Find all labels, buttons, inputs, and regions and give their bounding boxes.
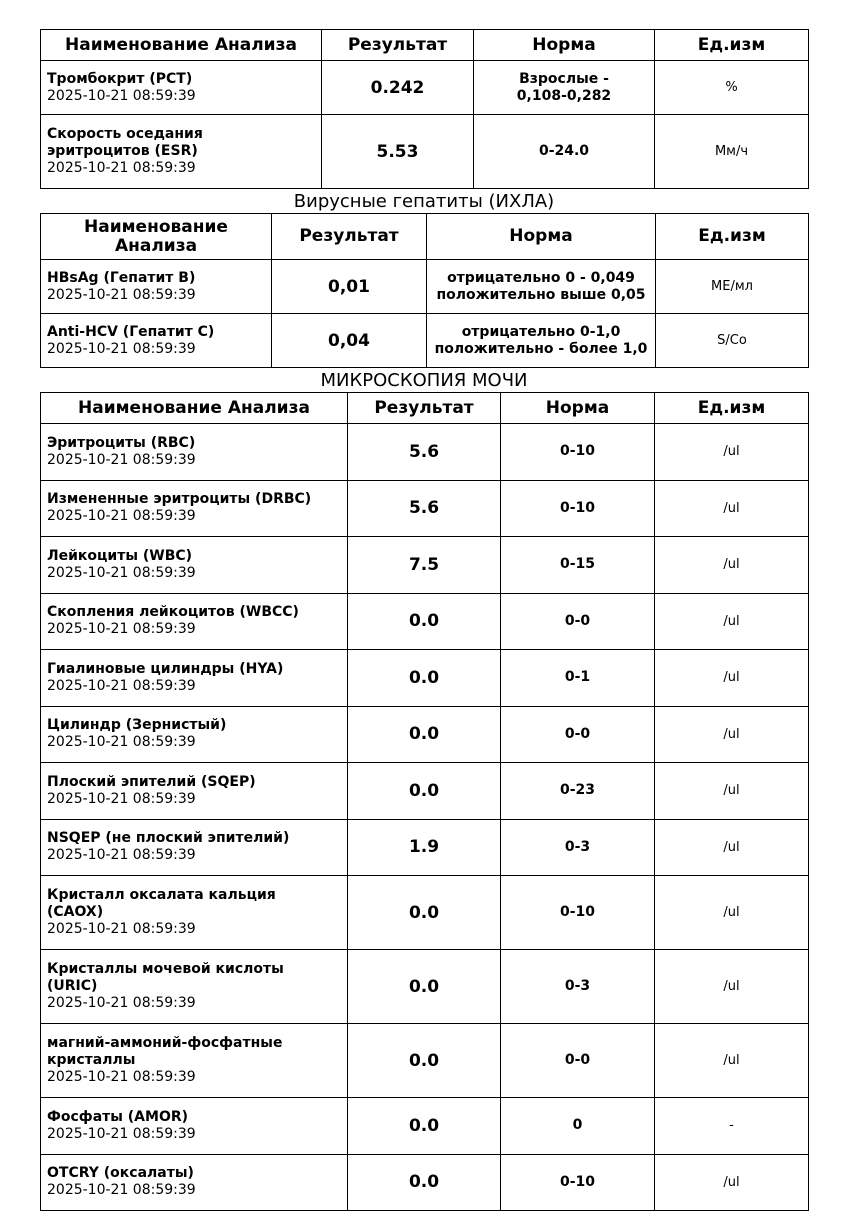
header-name bbox=[41, 214, 272, 260]
table-row bbox=[41, 763, 809, 820]
analysis-date: 2025-10-21 08:59:39 bbox=[47, 1125, 196, 1142]
analysis-cell bbox=[41, 260, 272, 314]
analysis-cell bbox=[41, 424, 348, 481]
analysis-name: Гиалиновые цилиндры (HYA) bbox=[47, 660, 284, 677]
analysis-name: Anti-HCV (Гепатит C) bbox=[47, 323, 215, 340]
analysis-cell bbox=[41, 706, 348, 763]
result-value: 5.6 bbox=[348, 480, 501, 537]
header-unit: Ед.изм bbox=[656, 214, 809, 260]
result-value: 0.0 bbox=[348, 1098, 501, 1155]
unit-value: /ul bbox=[655, 876, 809, 950]
analysis-cell bbox=[41, 115, 322, 189]
analysis-name: Скорость оседания эритроцитов (ESR) bbox=[47, 126, 203, 159]
analysis-date: 2025-10-21 08:59:39 bbox=[47, 1069, 196, 1085]
analysis-date: 2025-10-21 08:59:39 bbox=[47, 1182, 196, 1199]
unit-value: /ul bbox=[655, 593, 809, 650]
header-result: Результат bbox=[322, 30, 474, 61]
results-table-urine bbox=[40, 392, 809, 1211]
result-value: 7.5 bbox=[348, 537, 501, 594]
analysis-date: 2025-10-21 08:59:39 bbox=[47, 564, 196, 581]
result-value: 0.0 bbox=[348, 950, 501, 1024]
table-row bbox=[41, 314, 809, 368]
analysis-cell bbox=[41, 314, 272, 368]
result-value: 5.6 bbox=[348, 424, 501, 481]
result-value: 1.9 bbox=[348, 819, 501, 876]
norm-value bbox=[427, 314, 656, 368]
result-value: 0.0 bbox=[348, 650, 501, 707]
analysis-date: 2025-10-21 08:59:39 bbox=[47, 160, 196, 176]
unit-value: /ul bbox=[655, 650, 809, 707]
header-norm: Норма bbox=[474, 30, 655, 61]
analysis-cell bbox=[41, 763, 348, 820]
analysis-date: 2025-10-21 08:59:39 bbox=[47, 921, 196, 937]
analysis-name: Плоский эпителий (SQEP) bbox=[47, 773, 256, 790]
unit-value: /ul bbox=[655, 950, 809, 1024]
table-row bbox=[41, 480, 809, 537]
result-value: 0.0 bbox=[348, 763, 501, 820]
norm-value: 0 bbox=[501, 1098, 655, 1155]
result-value: 5.53 bbox=[322, 115, 474, 189]
norm-value: 0-10 bbox=[501, 480, 655, 537]
unit-value: - bbox=[655, 1098, 809, 1155]
norm-text: Взрослые - 0,108-0,282 bbox=[516, 70, 612, 104]
norm-value: 0-0 bbox=[501, 1024, 655, 1098]
header-name: Наименование Анализа bbox=[41, 30, 322, 61]
analysis-cell bbox=[41, 480, 348, 537]
table-row bbox=[41, 876, 809, 950]
norm-value: 0-1 bbox=[501, 650, 655, 707]
result-value: 0.242 bbox=[322, 61, 474, 115]
analysis-cell bbox=[41, 876, 348, 950]
unit-value: Мм/ч bbox=[655, 115, 809, 189]
analysis-name: Кристаллы мочевой кислоты (URIC) bbox=[47, 961, 284, 994]
section-title-hepatitis: Вирусные гепатиты (ИХЛА) bbox=[293, 191, 555, 212]
norm-value: 0-0 bbox=[501, 593, 655, 650]
analysis-date: 2025-10-21 08:59:39 bbox=[47, 621, 196, 638]
analysis-name: Цилиндр (Зернистый) bbox=[47, 717, 227, 734]
analysis-name: Тромбокрит (PCT) bbox=[47, 70, 193, 87]
norm-value: 0-24.0 bbox=[474, 115, 655, 189]
table-row bbox=[41, 1024, 809, 1098]
result-value: 0.0 bbox=[348, 876, 501, 950]
table-row bbox=[41, 593, 809, 650]
results-table-hepatitis bbox=[40, 213, 809, 368]
table-header-row bbox=[41, 30, 809, 61]
table-row bbox=[41, 950, 809, 1024]
table-row bbox=[41, 115, 809, 189]
analysis-name: Измененные эритроциты (DRBC) bbox=[47, 491, 312, 508]
unit-value: /ul bbox=[655, 480, 809, 537]
header-name-text: Наименование Анализа bbox=[84, 216, 228, 256]
norm-negative: отрицательно 0-1,0 bbox=[461, 323, 621, 340]
analysis-date: 2025-10-21 08:59:39 bbox=[47, 734, 196, 751]
unit-value: /ul bbox=[655, 819, 809, 876]
norm-value: 0-15 bbox=[501, 537, 655, 594]
norm-negative: отрицательно 0 - 0,049 bbox=[447, 269, 635, 286]
unit-value: МЕ/мл bbox=[656, 260, 809, 314]
analysis-date: 2025-10-21 08:59:39 bbox=[47, 451, 196, 468]
analysis-cell bbox=[41, 650, 348, 707]
norm-value bbox=[474, 61, 655, 115]
header-result: Результат bbox=[348, 393, 501, 424]
header-name: Наименование Анализа bbox=[41, 393, 348, 424]
norm-value bbox=[427, 260, 656, 314]
analysis-date: 2025-10-21 08:59:39 bbox=[47, 677, 196, 694]
analysis-cell bbox=[41, 950, 348, 1024]
analysis-cell bbox=[41, 593, 348, 650]
unit-value: /ul bbox=[655, 706, 809, 763]
table-row bbox=[41, 61, 809, 115]
table-row bbox=[41, 650, 809, 707]
header-norm: Норма bbox=[427, 214, 656, 260]
analysis-cell bbox=[41, 1154, 348, 1211]
results-table-blood bbox=[40, 29, 809, 189]
analysis-name: Фосфаты (AMOR) bbox=[47, 1108, 189, 1125]
analysis-name: Кристалл оксалата кальция (CAOX) bbox=[47, 887, 276, 920]
analysis-date: 2025-10-21 08:59:39 bbox=[47, 87, 196, 104]
analysis-cell bbox=[41, 1024, 348, 1098]
norm-positive: положительно - более 1,0 bbox=[434, 340, 648, 357]
unit-value: /ul bbox=[655, 763, 809, 820]
analysis-cell bbox=[41, 61, 322, 115]
analysis-date: 2025-10-21 08:59:39 bbox=[47, 790, 196, 807]
result-value: 0.0 bbox=[348, 1154, 501, 1211]
table-row bbox=[41, 1154, 809, 1211]
unit-value: /ul bbox=[655, 1154, 809, 1211]
analysis-cell bbox=[41, 819, 348, 876]
result-value: 0,04 bbox=[272, 314, 427, 368]
header-unit: Ед.изм bbox=[655, 30, 809, 61]
analysis-name: Эритроциты (RBC) bbox=[47, 434, 196, 451]
analysis-name: Скопления лейкоцитов (WBCC) bbox=[47, 604, 299, 621]
analysis-name: магний-аммоний-фосфатные кристаллы bbox=[47, 1035, 283, 1068]
unit-value: /ul bbox=[655, 537, 809, 594]
header-unit: Ед.изм bbox=[655, 393, 809, 424]
table-row bbox=[41, 537, 809, 594]
result-value: 0.0 bbox=[348, 706, 501, 763]
analysis-cell bbox=[41, 1098, 348, 1155]
norm-value: 0-10 bbox=[501, 1154, 655, 1211]
table-row bbox=[41, 706, 809, 763]
unit-value: /ul bbox=[655, 1024, 809, 1098]
table-row bbox=[41, 819, 809, 876]
analysis-date: 2025-10-21 08:59:39 bbox=[47, 286, 196, 303]
section-title-urine-microscopy: МИКРОСКОПИЯ МОЧИ bbox=[320, 370, 528, 391]
table-header-row bbox=[41, 214, 809, 260]
table-row bbox=[41, 1098, 809, 1155]
norm-value: 0-3 bbox=[501, 819, 655, 876]
result-value: 0,01 bbox=[272, 260, 427, 314]
unit-value: S/Co bbox=[656, 314, 809, 368]
norm-value: 0-10 bbox=[501, 876, 655, 950]
analysis-name: Лейкоциты (WBC) bbox=[47, 547, 193, 564]
norm-value: 0-3 bbox=[501, 950, 655, 1024]
header-result: Результат bbox=[272, 214, 427, 260]
analysis-date: 2025-10-21 08:59:39 bbox=[47, 847, 196, 864]
lab-report bbox=[40, 29, 808, 1211]
analysis-date: 2025-10-21 08:59:39 bbox=[47, 508, 196, 525]
table-row bbox=[41, 424, 809, 481]
analysis-cell bbox=[41, 537, 348, 594]
analysis-name: OTCRY (оксалаты) bbox=[47, 1165, 194, 1182]
unit-value: % bbox=[655, 61, 809, 115]
norm-value: 0-10 bbox=[501, 424, 655, 481]
norm-positive: положительно выше 0,05 bbox=[436, 286, 646, 303]
unit-value: /ul bbox=[655, 424, 809, 481]
analysis-name: NSQEP (не плоский эпителий) bbox=[47, 830, 290, 847]
analysis-date: 2025-10-21 08:59:39 bbox=[47, 995, 196, 1011]
analysis-name: HBsAg (Гепатит B) bbox=[47, 269, 196, 286]
norm-value: 0-23 bbox=[501, 763, 655, 820]
table-header-row bbox=[41, 393, 809, 424]
norm-value: 0-0 bbox=[501, 706, 655, 763]
result-value: 0.0 bbox=[348, 593, 501, 650]
table-row bbox=[41, 260, 809, 314]
result-value: 0.0 bbox=[348, 1024, 501, 1098]
analysis-date: 2025-10-21 08:59:39 bbox=[47, 340, 196, 357]
header-norm: Норма bbox=[501, 393, 655, 424]
